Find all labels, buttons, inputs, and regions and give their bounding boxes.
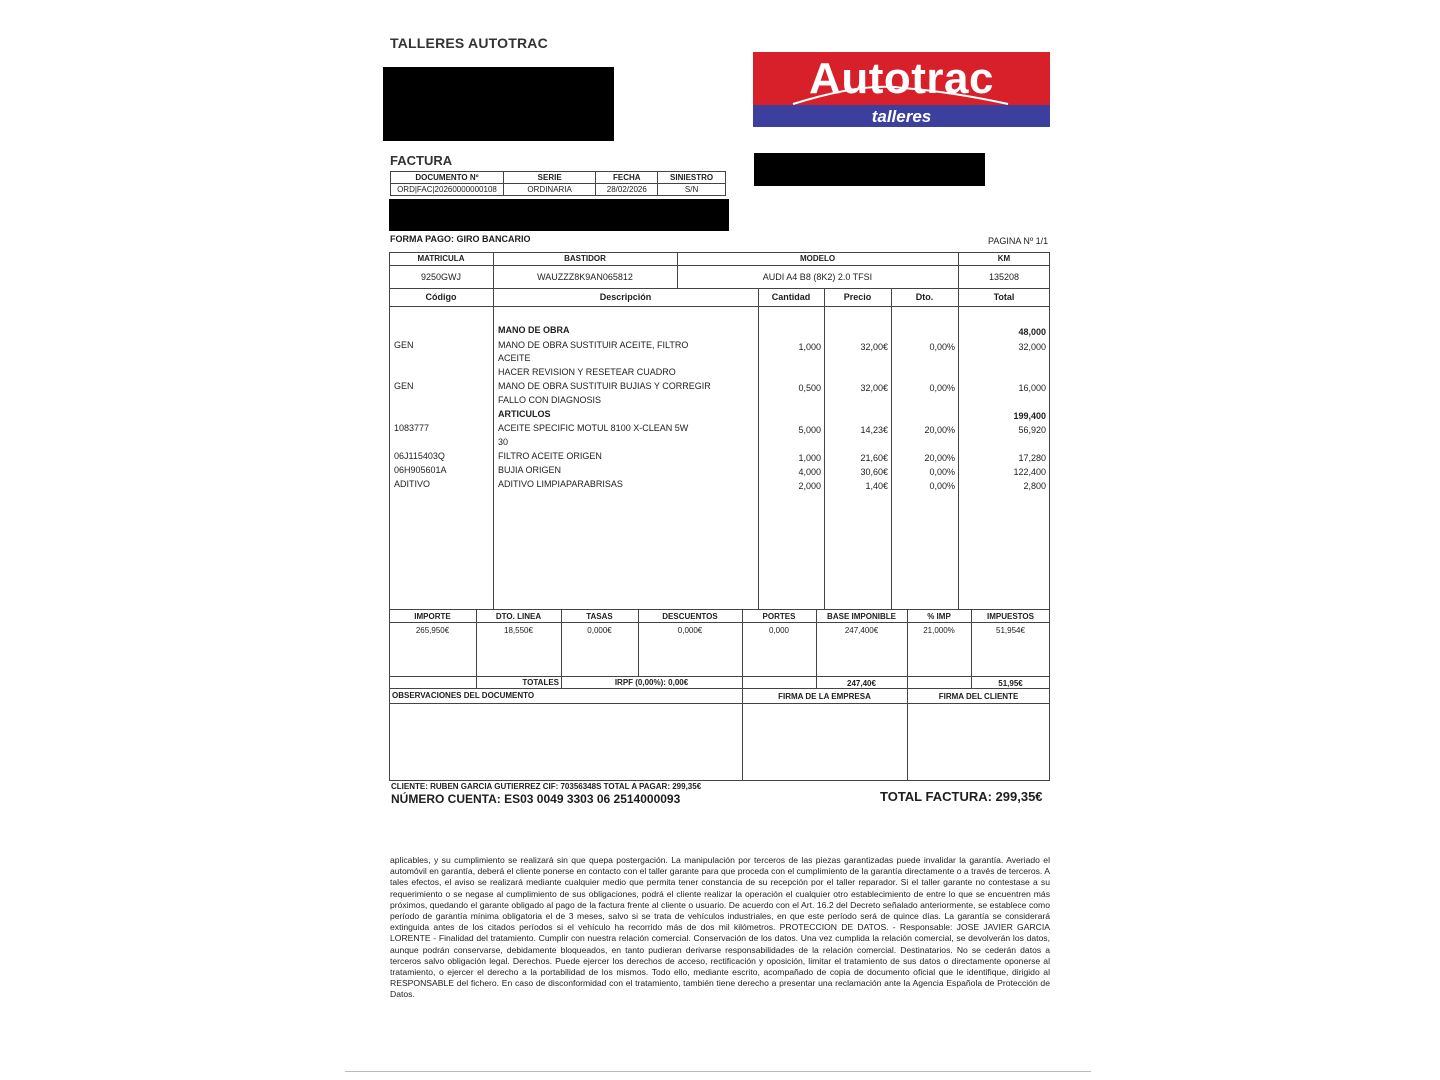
line-descripcion: MANO DE OBRA SUSTITUIR BUJIAS Y CORREGIR <box>498 381 711 391</box>
logo-brand-text: Autotrac <box>809 54 994 103</box>
line-total: 32,000 <box>1018 342 1046 352</box>
descuentos-header: DESCUENTOS <box>662 612 718 621</box>
irpf-value: IRPF (0,00%): 0,00€ <box>614 678 689 687</box>
total-header: Total <box>993 292 1015 302</box>
line-cantidad: 4,000 <box>798 467 821 477</box>
line-descripcion: ACEITE SPECIFIC MOTUL 8100 X-CLEAN 5W <box>498 423 689 433</box>
km-header: KM <box>997 254 1011 263</box>
autotrac-logo <box>753 52 1050 127</box>
line-descripcion: ACEITE <box>498 353 531 363</box>
line-cantidad: 0,500 <box>798 383 821 393</box>
summary-table <box>389 609 1050 689</box>
observaciones-label: OBSERVACIONES DEL DOCUMENTO <box>392 691 535 700</box>
doc-number-header: DOCUMENTO Nº <box>391 172 504 184</box>
line-descripcion: MANO DE OBRA SUSTITUIR ACEITE, FILTRO <box>498 340 689 350</box>
line-descripcion: BUJIA ORIGEN <box>498 465 562 475</box>
line-descripcion: HACER REVISION Y RESETEAR CUADRO <box>498 367 676 377</box>
dto-header: Dto. <box>915 292 934 302</box>
line-precio: 32,00€ <box>860 342 888 352</box>
modelo-value: AUDI A4 B8 (8K2) 2.0 TFSI <box>762 272 873 282</box>
line-descripcion: FALLO CON DIAGNOSIS <box>498 395 602 405</box>
document-title: FACTURA <box>390 153 453 168</box>
km-value: 135208 <box>988 272 1020 282</box>
line-cantidad: 1,000 <box>798 453 821 463</box>
legal-text: aplicables, y su cumplimiento se realizará sin que quepa postergación. La manipulación por terceros de las piezas garantizadas puede invalidar la garantía. Averiado el automóvil en garantía, deberá el cliente ponerse en contacto con el taller garante para que proceda con el cumplimiento de la garantía directamente o a través de terceros. A tales efectos, el aviso se realizará mediante cualquier medio que permita tener constancia de su recepción por el taller reparador. Si el taller garante no contestase a su requerimiento o se negase al cumplimiento de sus obligaciones, podrá el cliente realizar la operación el cualquier otro establecimiento de entre lo que se encuentren más próximos, quedando el garante obligado al pago de la factura frente al cliente o usuario. De acuerdo con el Art. 16.2 del Decreto señalado anteriormente, se establece como período de garantía mínima obligatoria el de 3 meses, salvo si se trata de vehículos industriales, en que este período será de quince días. La garantía se considerará extinguida antes de los citados períodos si el vehículo ha recorrido más de dos mil kilómetros. PROTECCION DE DATOS. - Responsable: JOSE JAVIER GARCIA LORENTE - Finalidad del tratamiento. Cumplir con nuestra relación comercial. Conservación de los datos. Una vez cumplida la relación comercial, se devolverán los datos, aunque podrán conservarse, debidamente bloqueados, en tanto pudieran derivarse responsabilidades de la relación comercial. Destinatarios. No se cederán datos a terceros salvo obligación legal. Derechos. Puede ejercer los derechos de acceso, rectificación y oposición, limitar el tratamiento de sus datos o directamente oponerse al tratamiento, o ejercer el derecho a la portabilidad de los mismos. Todo ello, mediante escrito, acompañado de copia de documento oficial que le identifique, dirigido al RESPONSABLE del fichero. En caso de disconformidad con el tratamiento, también tiene derecho a presentar una reclamación ante la Agencia Española de Protección de Datos. <box>390 855 1050 1000</box>
page-bottom-rule <box>345 1071 1091 1072</box>
fecha-value: 28/02/2026 <box>596 184 658 196</box>
signature-area <box>389 688 1050 781</box>
dto-linea-header: DTO. LINEA <box>495 612 542 621</box>
lines-table <box>389 288 1050 610</box>
siniestro-value: S/N <box>658 184 726 196</box>
impuestos-header: IMPUESTOS <box>987 612 1034 621</box>
line-total: 122,400 <box>1013 467 1046 477</box>
forma-pago: FORMA PAGO: GIRO BANCARIO <box>390 234 531 244</box>
line-cantidad: 2,000 <box>798 481 821 491</box>
line-dto: 0,00% <box>929 342 955 352</box>
precio-header: Precio <box>843 292 872 302</box>
company-name: TALLERES AUTOTRAC <box>390 35 548 51</box>
firma-cliente-label: FIRMA DEL CLIENTE <box>938 692 1019 701</box>
base-imponible-header: BASE IMPONIBLE <box>827 612 896 621</box>
line-codigo: ADITIVO <box>394 479 431 489</box>
page-number: PAGINA Nº 1/1 <box>988 236 1049 246</box>
serie-header: SERIE <box>503 172 596 184</box>
bastidor-header: BASTIDOR <box>564 254 606 263</box>
tasas-value: 0,000€ <box>587 626 612 635</box>
line-precio: 14,23€ <box>860 425 888 435</box>
cantidad-header: Cantidad <box>771 292 811 302</box>
line-dto: 0,00% <box>929 481 955 491</box>
base-imponible-value: 247,400€ <box>844 626 879 635</box>
doc-number-value: ORD|FAC|20260000000108 <box>391 184 504 196</box>
bastidor-value: WAUZZZ8K9AN065812 <box>537 272 633 282</box>
dto-linea-value: 18,550€ <box>504 626 533 635</box>
document-info-table <box>390 171 726 196</box>
pct-imp-header: % IMP <box>927 612 951 621</box>
logo-sub-text: talleres <box>871 107 932 126</box>
total-base-value: 247,40€ <box>847 679 876 688</box>
importe-value: 265,950€ <box>415 626 450 635</box>
portes-value: 0,000 <box>768 626 790 635</box>
line-dto: 20,00% <box>924 453 955 463</box>
line-cantidad: 5,000 <box>798 425 821 435</box>
redacted-address-block <box>383 67 614 141</box>
matricula-header: MATRICULA <box>417 254 465 263</box>
firma-empresa-label: FIRMA DE LA EMPRESA <box>778 692 871 701</box>
line-descripcion: MANO DE OBRA <box>498 325 570 335</box>
totales-label: TOTALES <box>522 678 559 687</box>
line-precio: 21,60€ <box>860 453 888 463</box>
redacted-info-bar <box>389 199 729 231</box>
line-dto: 0,00% <box>929 467 955 477</box>
cliente-line: CLIENTE: RUBEN GARCIA GUTIERREZ CIF: 70356348S TOTAL A PAGAR: 299,35€ <box>391 782 702 791</box>
line-total: 48,000 <box>1018 327 1046 337</box>
line-precio: 1,40€ <box>865 481 888 491</box>
matricula-value: 9250GWJ <box>420 272 462 282</box>
tasas-header: TASAS <box>586 612 613 621</box>
descripcion-header: Descripción <box>599 292 652 302</box>
fecha-header: FECHA <box>596 172 658 184</box>
siniestro-header: SINIESTRO <box>658 172 726 184</box>
pct-imp-value: 21,000% <box>923 626 955 635</box>
line-dto: 20,00% <box>924 425 955 435</box>
portes-header: PORTES <box>762 612 796 621</box>
line-total: 199,400 <box>1013 411 1046 421</box>
line-total: 56,920 <box>1018 425 1046 435</box>
modelo-header: MODELO <box>799 254 836 263</box>
line-total: 2,800 <box>1023 481 1046 491</box>
importe-header: IMPORTE <box>414 612 451 621</box>
line-total: 16,000 <box>1018 383 1046 393</box>
line-descripcion: ARTICULOS <box>498 409 551 419</box>
line-precio: 32,00€ <box>860 383 888 393</box>
line-codigo: 06H905601A <box>394 465 447 475</box>
line-cantidad: 1,000 <box>798 342 821 352</box>
line-descripcion: FILTRO ACEITE ORIGEN <box>498 451 602 461</box>
line-codigo: 1083777 <box>394 423 430 433</box>
descuentos-value: 0,000€ <box>677 626 703 635</box>
line-descripcion: 30 <box>498 437 509 447</box>
codigo-header: Código <box>425 292 457 302</box>
numero-cuenta: NÚMERO CUENTA: ES03 0049 3303 06 2514000093 <box>391 792 681 806</box>
line-total: 17,280 <box>1018 453 1046 463</box>
serie-value: ORDINARIA <box>503 184 596 196</box>
line-precio: 30,60€ <box>860 467 888 477</box>
line-codigo: 06J115403Q <box>394 451 445 461</box>
redacted-client-block <box>754 153 985 186</box>
total-factura: TOTAL FACTURA: 299,35€ <box>880 789 1043 804</box>
line-dto: 0,00% <box>929 383 955 393</box>
line-descripcion: ADITIVO LIMPIAPARABRISAS <box>498 479 623 489</box>
line-codigo: GEN <box>394 381 414 391</box>
impuestos-value: 51,954€ <box>996 626 1025 635</box>
total-impuestos-value: 51,95€ <box>998 679 1023 688</box>
line-codigo: GEN <box>394 340 414 350</box>
